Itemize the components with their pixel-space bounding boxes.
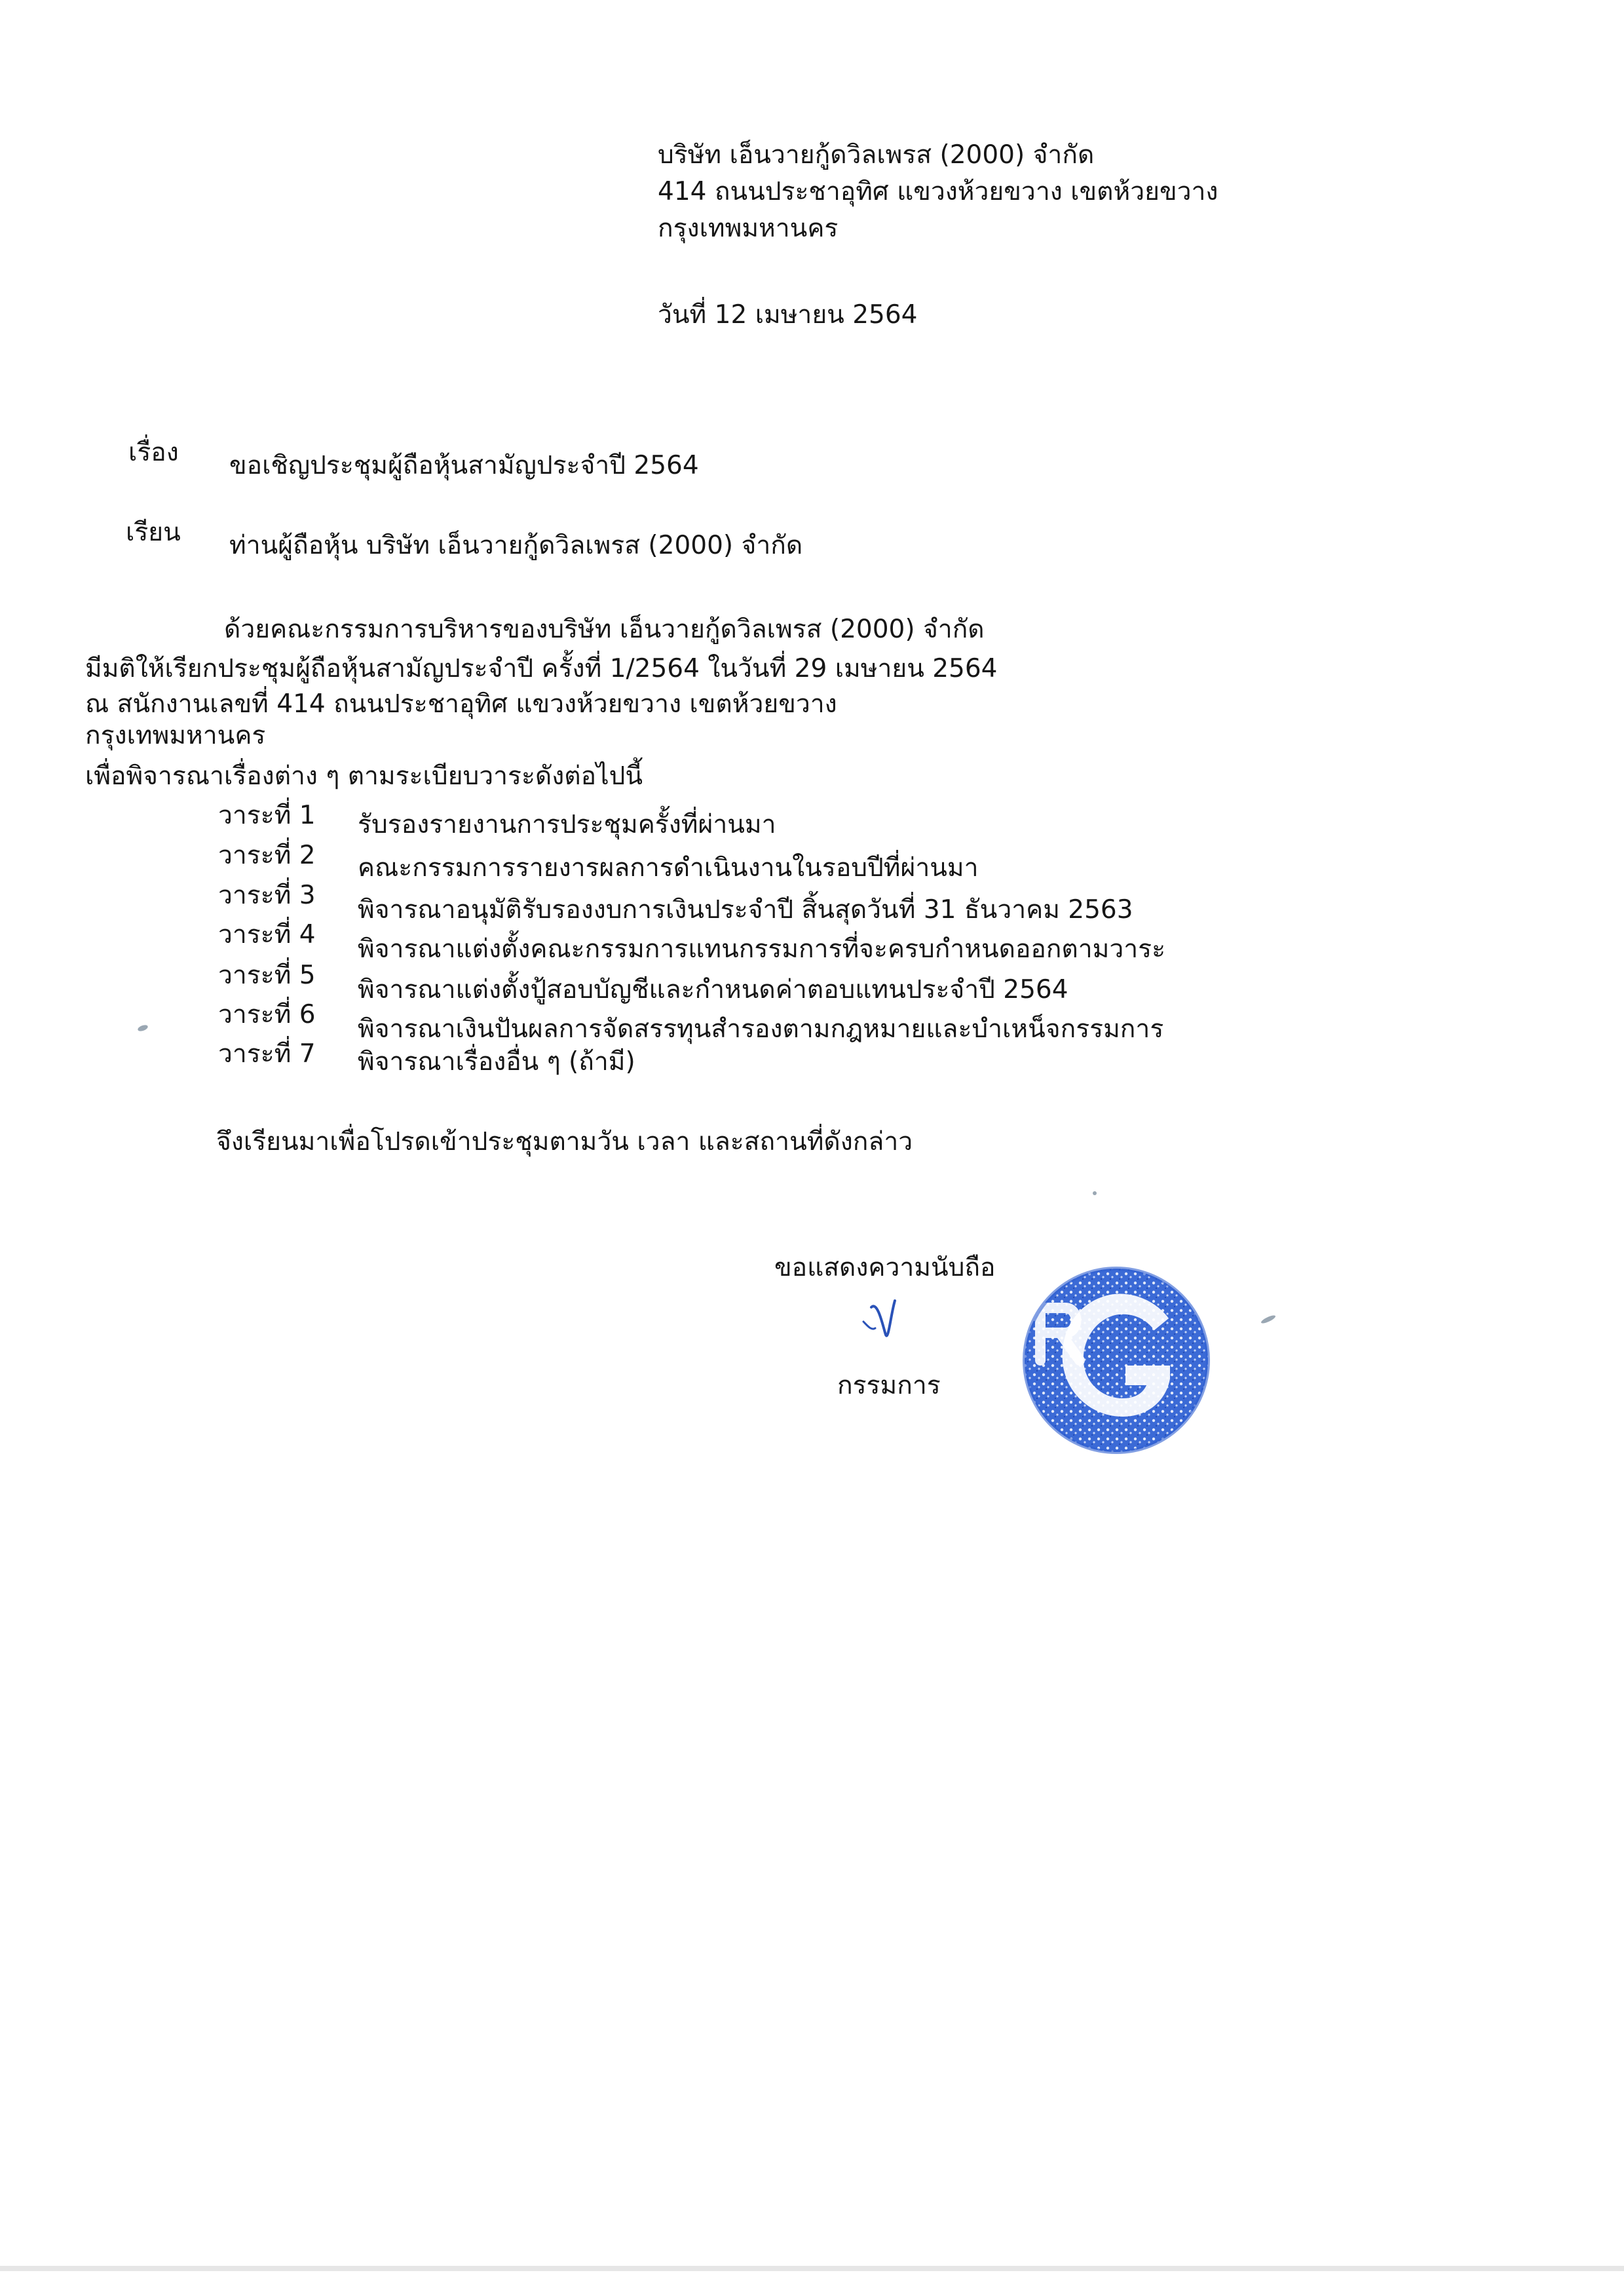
scan-speck [1093,1191,1097,1195]
closing-line: จึงเรียนมาเพื่อโปรดเข้าประชุมตามวัน เวลา และสถานที่ดังกล่าว [216,1127,913,1157]
agenda-text: พิจารณาเรื่องอื่น ๆ (ถ้ามี) [358,1047,635,1077]
body-line-4: กรุงเทพมหานคร [85,721,266,750]
company-seal-icon [1014,1262,1218,1459]
sender-address-line1: 414 ถนนประชาอุทิศ แขวงห้วยขวาง เขตห้วยขวาง [658,177,1218,206]
agenda-text: พิจารณาแต่งตั้งปู้สอบบัญชีและกำหนดค่าตอบแทนประจำปี 2564 [358,975,1068,1004]
signer-title: กรรมการ [837,1371,941,1400]
agenda-text: คณะกรรมการรายงารผลการดำเนินงานในรอบปีที่ผ่านมา [358,853,979,883]
body-line-2: มีมติให้เรียกประชุมผู้ถือหุ้นสามัญประจำปี ครั้งที่ 1/2564 ในวันที่ 29 เมษายน 2564 [85,654,998,683]
sender-block [658,140,1218,250]
subject-text: ขอเชิญประชุมผู้ถือหุ้นสามัญประจำปี 2564 [229,451,699,480]
letter-date: วันที่ 12 เมษายน 2564 [658,300,918,330]
sender-company: บริษัท เอ็นวายกู้ดวิลเพรส (2000) จำกัด [658,140,1095,170]
sender-address-line2: กรุงเทพมหานคร [658,214,839,243]
subject-label: เรื่อง [128,438,179,467]
body-line-3: ณ สนักงานเลขที่ 414 ถนนประชาอุทิศ แขวงห้วยขวาง เขตห้วยขวาง [85,689,837,719]
scan-speck [1260,1314,1277,1324]
recipient-label: เรียน [126,518,181,547]
scan-bottom-edge [0,2266,1624,2271]
regards-text: ขอแสดงความนับถือ [774,1253,996,1282]
signature-icon [845,1288,924,1353]
agenda-text: รับรองรายงานการประชุมครั้งที่ผ่านมา [358,810,776,839]
agenda-text: พิจารณาอนุมัติรับรองงบการเงินประจำปี สิ้นสุดวันที่ 31 ธันวาคม 2563 [358,895,1133,925]
agenda-number: วาระที่ 4 [218,920,316,949]
agenda-number: วาระที่ 1 [218,801,316,830]
recipient-text: ท่านผู้ถือหุ้น บริษัท เอ็นวายกู้ดวิลเพรส (2000) จำกัด [229,531,803,560]
agenda-number: วาระที่ 5 [218,961,316,990]
agenda-number: วาระที่ 2 [218,841,316,870]
agenda-number: วาระที่ 3 [218,881,316,910]
scan-speck [137,1024,149,1033]
body-line-5: เพื่อพิจารณาเรื่องต่าง ๆ ตามระเบียบวาระดังต่อไปนี้ [85,761,643,791]
agenda-number: วาระที่ 7 [218,1039,316,1069]
agenda-text: พิจารณาแต่งตั้งคณะกรรมการแทนกรรมการที่จะครบกำหนดออกตามวาระ [358,934,1166,964]
body-line-1: ด้วยคณะกรรมการบริหารของบริษัท เอ็นวายกู้ดวิลเพรส (2000) จำกัด [224,615,985,644]
agenda-number: วาระที่ 6 [218,1000,316,1029]
agenda-text: พิจารณาเงินปันผลการจัดสรรทุนสำรองตามกฎหมายและบำเหน็จกรรมการ [358,1014,1164,1044]
